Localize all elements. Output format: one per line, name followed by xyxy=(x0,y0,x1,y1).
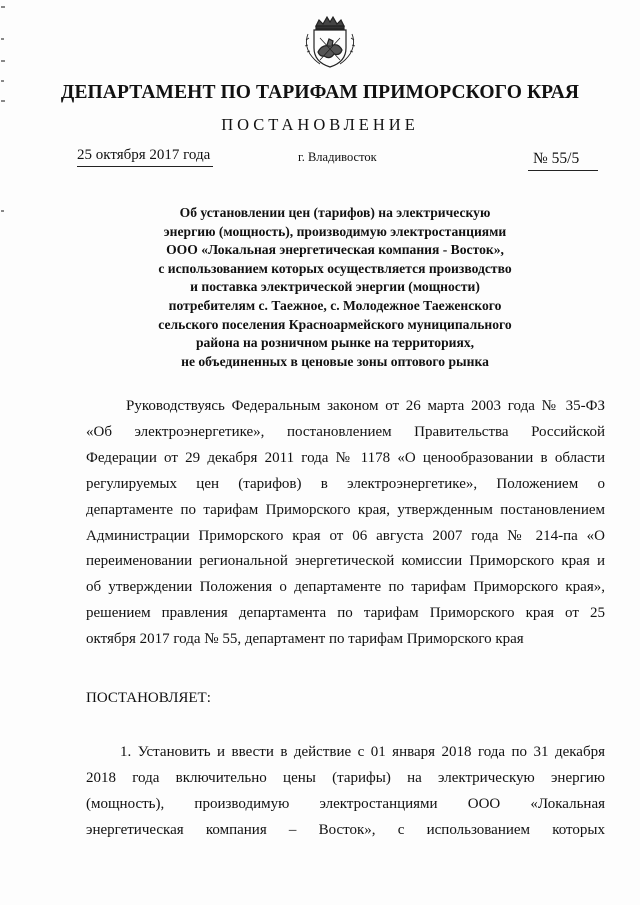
document-city: г. Владивосток xyxy=(298,150,377,164)
clause-line: энергетическая компания – Восток», с использованием которых xyxy=(86,821,605,838)
clause-line: (мощность), производимую электростанциями ООО «Локальная xyxy=(86,795,605,812)
subject-line: с использованием которых осуществляется производство xyxy=(158,260,512,276)
subject-line: ООО «Локальная энергетическая компания - Восток», xyxy=(166,242,504,258)
document-type: ПОСТАНОВЛЕНИЕ xyxy=(221,115,419,134)
department-title: ДЕПАРТАМЕНТ ПО ТАРИФАМ ПРИМОРСКОГО КРАЯ xyxy=(60,82,580,103)
preamble-line: решением правления департамента по тарифам Приморского края от 25 xyxy=(86,605,605,622)
number-underline xyxy=(528,170,598,171)
preamble-line: октября 2017 года № 55, департамент по тарифам Приморского края xyxy=(86,631,524,648)
preamble-line: департаменте по тарифам Приморского края, утвержденным постановлением xyxy=(86,501,605,518)
subject-line: и поставка электрической энергии (мощности) xyxy=(190,279,480,295)
subject-line: не объединенных в ценовые зоны оптового рынка xyxy=(181,353,489,369)
document-date: 25 октября 2017 года xyxy=(77,147,211,163)
preamble-line: Руководствуясь Федеральным законом от 26 марта 2003 года № 35-ФЗ xyxy=(126,398,605,414)
coat-of-arms-icon xyxy=(300,8,360,70)
subject-line: района на розничном рынке на территориях, xyxy=(195,335,475,351)
preamble-line: переименовании региональной энергетической комиссии Приморского края и xyxy=(86,553,605,570)
preamble-line: «Об электроэнергетике», постановлением Правительства Российской xyxy=(86,423,605,440)
subject-line: потребителям с. Таежное, с. Молодежное Таеженского xyxy=(168,297,502,313)
date-underline xyxy=(77,166,213,167)
subject-line: Об установлении цен (тарифов) на электрическую xyxy=(179,205,491,220)
document-number: № 55/5 xyxy=(533,150,580,167)
clause-line: 1. Установить и ввести в действие с 01 января 2018 года по 31 декабря xyxy=(120,744,605,760)
preamble-line: Администрации Приморского края от 06 августа 2007 года № 214-па «О xyxy=(86,527,605,544)
preamble-line: об утверждении Положения о департаменте по тарифам Приморского края», xyxy=(86,579,605,596)
clause-1 xyxy=(86,740,605,844)
preamble-line: Федерации от 29 декабря 2011 года № 1178 «О ценообразовании в области xyxy=(86,449,605,466)
clause-line: 2018 года включительно цены (тарифы) на электрическую энергию xyxy=(86,769,605,786)
preamble-line: регулируемых цен (тарифов) в электроэнергетике», Положением о xyxy=(86,475,605,492)
subject-line: энергию (мощность), производимую электростанциями xyxy=(163,223,507,239)
subject-line: сельского поселения Красноармейского муниципального xyxy=(158,316,512,332)
preamble-paragraph xyxy=(86,394,605,653)
resolves-heading: ПОСТАНОВЛЯЕТ: xyxy=(86,690,211,706)
document-subject xyxy=(120,204,550,371)
